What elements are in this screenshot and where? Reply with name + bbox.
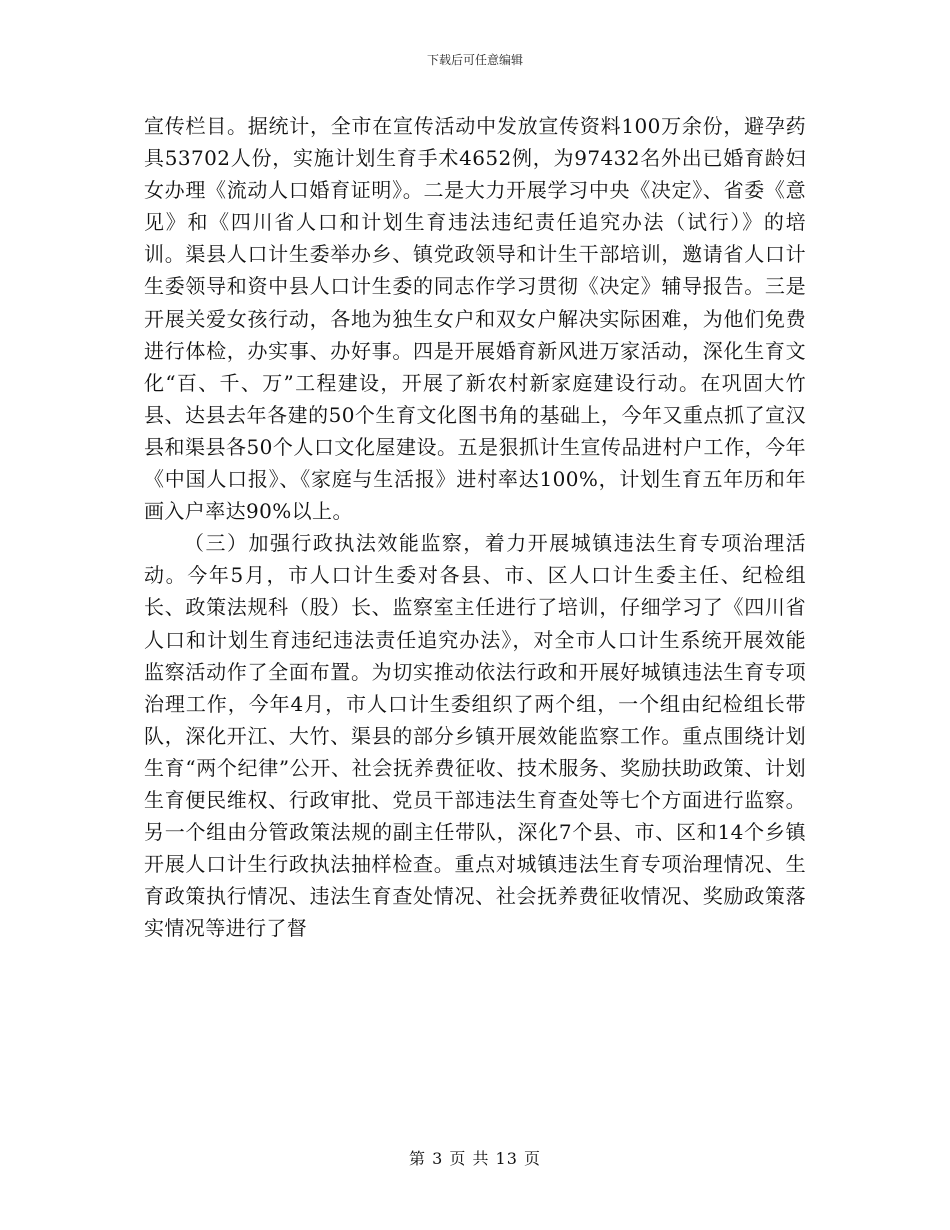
paragraph-section-three: （三）加强行政执法效能监察，着力开展城镇违法生育专项治理活动。今年5月，市人口计生委对各县、市、区人口计生委主任、纪检组长、政策法规科（股）长、监察室主任进行了培训，仔细学习了《四川省人口和计划生育违纪违法责任追究办法》，对全市人口计生系统开展效能监察活动作了全面布置。为切实推动依法行政和开展好城镇违法生育专项治理工作，今年4月，市人口计生委组织了两个组，一个组由纪检组长带队，深化开江、大竹、渠县的部分乡镇开展效能监察工作。重点围绕计划生育“两个纪律”公开、社会抚养费征收、技术服务、奖励扶助政策、计划生育便民维权、行政审批、党员干部违法生育查处等七个方面进行监察。另一个组由分管政策法规的副主任带队，深化7个县、市、区和14个乡镇开展人口计生行政执法抽样检查。重点对城镇违法生育专项治理情况、生育政策执行情况、违法生育查处情况、社会抚养费征收情况、奖励政策落实情况等进行了督 bbox=[144, 531, 806, 941]
page-number: 第 3 页 共 13 页 bbox=[409, 1149, 541, 1168]
paragraph-continued: 宣传栏目。据统计，全市在宣传活动中发放宣传资料100万余份，避孕药具53702人份，实施计划生育手术4652例，为97432名外出已婚育龄妇女办理《流动人口婚育证明》。二是大力开展学习中央《决定》、省委《意见》和《四川省人口和计划生育违法违纪责任追究办法（试行）》的培训。渠县人口计生委举办乡、镇党政领导和计生干部培训，邀请省人口计生委领导和资中县人口计生委的同志作学习贯彻《决定》辅导报告。三是开展关爱女孩行动，各地为独生女户和双女户解决实际困难，为他们免费进行体检，办实事、办好事。四是开展婚育新风进万家活动，深化生育文化“百、千、万”工程建设，开展了新农村新家庭建设行动。在巩固大竹县、达县去年各建的50个生育文化图书角的基础上，今年又重点抓了宣汉县和渠县各50个人口文化屋建设。五是狠抓计生宣传品进村户工作，今年《中国人口报》、《家庭与生活报》进村率达100%，计划生育五年历和年画入户率达90%以上。 bbox=[144, 114, 806, 524]
page-footer bbox=[0, 1148, 950, 1170]
page-header bbox=[0, 52, 950, 68]
header-note: 下载后可任意编辑 bbox=[426, 53, 523, 67]
document-body bbox=[144, 110, 806, 944]
